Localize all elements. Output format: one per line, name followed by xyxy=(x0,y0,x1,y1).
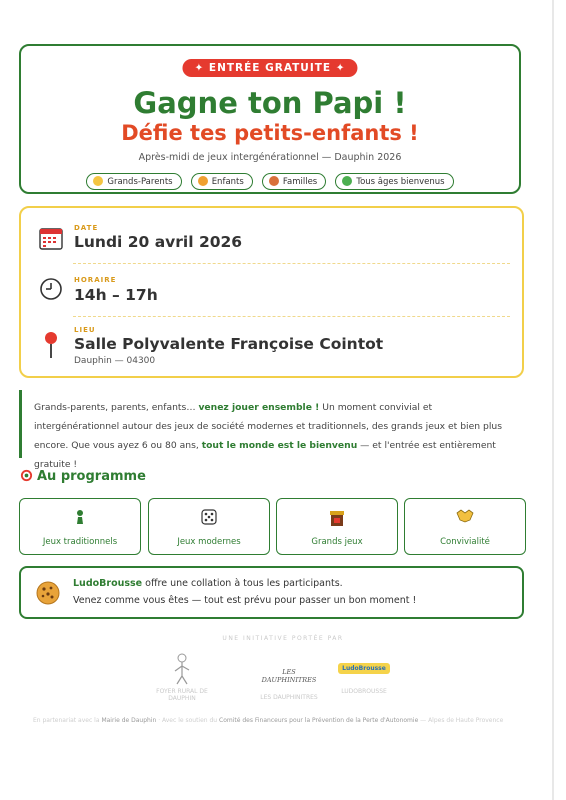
place-label: LIEU xyxy=(74,326,96,334)
programme-label: Grands jeux xyxy=(311,537,363,547)
clock-icon xyxy=(39,277,63,301)
chip-grands-parents: Grands-Parents xyxy=(86,173,181,190)
place-row xyxy=(21,326,522,374)
ludobrousse-logo: LudoBrousse LUDOBROUSSE xyxy=(334,663,394,695)
programme-card-traditionnels xyxy=(19,498,141,555)
dauphinitres-logo: LES DAUPHINITRES LES DAUPHINITRES xyxy=(260,668,318,701)
partners-line: En partenariat avec la Mairie de Dauphin · Avec le soutien du Comité des Financeurs pour la Prévention de la Perte d'Autonomie — Alpes de Haute Provence xyxy=(33,717,504,724)
highlight-text: tout le monde est le bienvenu xyxy=(201,440,358,451)
programme-card-convivialite xyxy=(404,498,526,555)
page-title: Gagne ton Papi ! xyxy=(133,86,407,120)
audience-chips xyxy=(21,169,519,190)
description-block: Grands-parents, parents, enfants… venez jouer ensemble ! Un moment convivial et intergénérationnel autour des jeux de société modernes et traditionnels, des grands jeux et bien plus encore. Que vous ayez 6 ou 80 ans, tout le monde est le bienvenu — et l'entrée est entièrement gratuite ! xyxy=(19,390,524,458)
note-line-2: Venez comme vous êtes — tout est prévu pour passer un bon moment ! xyxy=(73,595,417,606)
place-sub: Dauphin — 04300 xyxy=(74,356,156,366)
date-value: Lundi 20 avril 2026 xyxy=(74,233,243,251)
time-row xyxy=(21,275,522,315)
programme-title: Au programme xyxy=(20,469,146,484)
date-label: DATE xyxy=(74,224,99,232)
tagline: Après-midi de jeux intergénérationnel — Dauphin 2026 xyxy=(138,152,402,163)
family-icon xyxy=(269,176,279,186)
cookie-icon xyxy=(36,581,60,605)
time-label: HORAIRE xyxy=(74,276,117,284)
pin-icon xyxy=(39,330,63,360)
leaf-icon xyxy=(342,176,352,186)
foyer-rural-logo: FOYER RURAL DE DAUPHIN xyxy=(150,652,214,702)
divider xyxy=(73,316,510,317)
handshake-icon xyxy=(456,509,474,523)
event-info-card xyxy=(19,206,524,378)
snack-note xyxy=(19,566,524,619)
chess-pawn-icon xyxy=(73,509,87,525)
programme-label: Jeux modernes xyxy=(177,537,241,547)
programme-label: Convivialité xyxy=(440,537,490,547)
initiative-heading: UNE INITIATIVE PORTÉE PAR xyxy=(222,635,344,642)
chip-enfants: Enfants xyxy=(191,173,253,190)
page-edge-line xyxy=(552,0,554,800)
programme-card-grands-jeux xyxy=(276,498,398,555)
programme-label: Jeux traditionnels xyxy=(42,537,118,547)
child-icon xyxy=(198,176,208,186)
time-value: 14h – 17h xyxy=(74,286,158,304)
programme-card-modernes xyxy=(148,498,270,555)
calendar-icon xyxy=(39,226,63,250)
header-card xyxy=(19,44,521,194)
page-subtitle: Défie tes petits-enfants ! xyxy=(121,121,419,145)
brand-name: LudoBrousse xyxy=(73,578,143,589)
chip-tous-ages: Tous âges bienvenus xyxy=(335,173,453,190)
note-line-1: LudoBrousse offre une collation à tous les participants. xyxy=(73,578,343,589)
highlight-text: venez jouer ensemble ! xyxy=(198,402,320,413)
date-row xyxy=(21,222,522,262)
carnival-game-icon xyxy=(329,509,345,527)
divider xyxy=(73,263,510,264)
chip-familles: Familles xyxy=(262,173,326,190)
dice-icon xyxy=(201,509,217,525)
grandparent-icon xyxy=(93,176,103,186)
target-icon xyxy=(20,469,33,482)
place-value: Salle Polyvalente Françoise Cointot xyxy=(74,335,384,353)
free-entry-badge: ✦ ENTRÉE GRATUITE ✦ xyxy=(182,59,357,77)
foyer-rural-emblem-icon xyxy=(170,652,194,686)
